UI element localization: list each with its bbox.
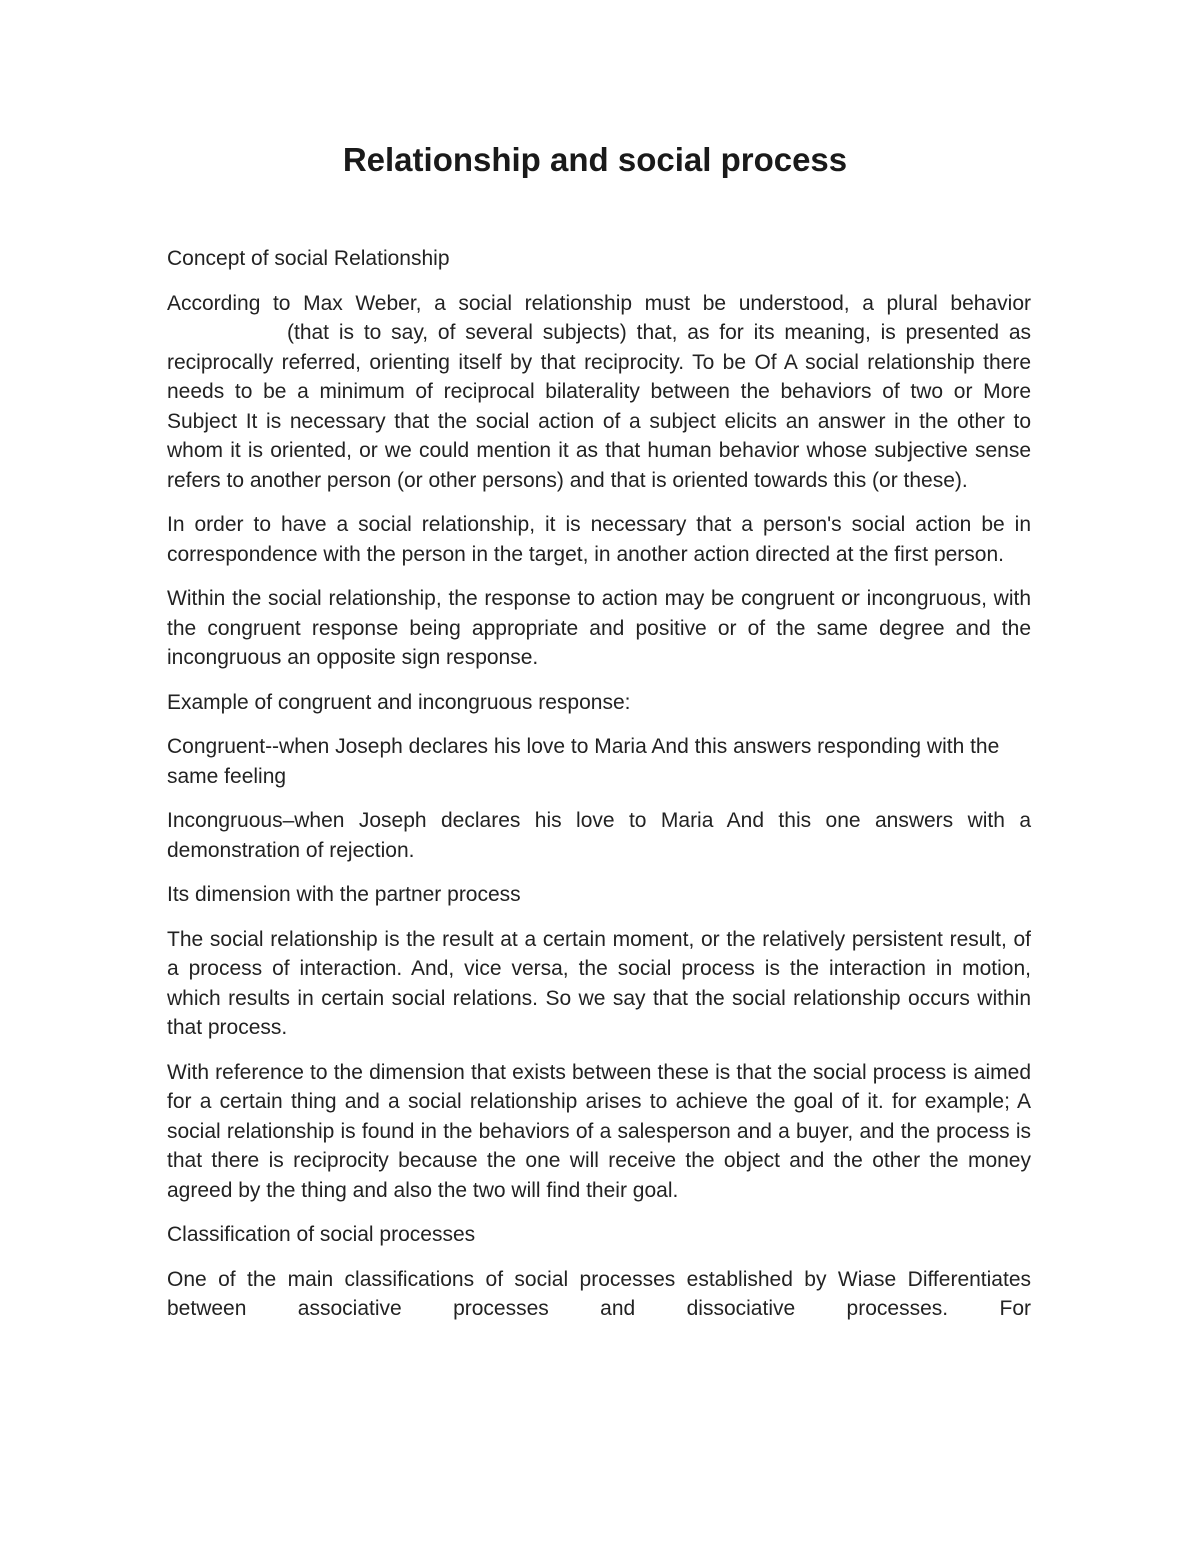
paragraph-correspondence: In order to have a social relationship, it is necessary that a person's social action be in correspondence with the person in the target, in another action directed at the first person. <box>167 513 1031 566</box>
section-heading-dimension: Its dimension with the partner process <box>167 883 521 906</box>
page-title: Relationship and social process <box>342 141 848 178</box>
paragraph-weber-start: According to Max Weber, a social relationship must be understood, a plural behavior <box>167 291 1031 315</box>
paragraph-congruent-example: Congruent--when Joseph declares his love to Maria And this answers responding with the same feeling <box>167 735 1000 788</box>
document-body <box>167 244 1031 1339</box>
section-heading-example: Example of congruent and incongruous response: <box>167 690 631 714</box>
paragraph-interaction: The social relationship is the result at a certain moment, or the relatively persistent result, of a process of interaction. And, vice versa, the social process is the interaction in motion, which results in certain social relations. So we say that the social relationship occurs within that process. <box>167 927 1031 1039</box>
paragraph-weber <box>167 289 1031 496</box>
section-heading-classification: Classification of social processes <box>167 1223 476 1246</box>
paragraph-classification: One of the main classifications of social processes established by Wiase Differentiates between associative processes and dissociative processes. For <box>167 1267 1031 1320</box>
section-heading-concept: Concept of social Relationship <box>167 247 450 270</box>
paragraph-weber-rest: (that is to say, of several subjects) that, as for its meaning, is presented as reciprocally referred, orienting itself by that reciprocity. To be Of A social relationship there needs to be a minimum of reciprocal bilaterality between the behaviors of two or More Subject It is necessary that the social action of a subject elicits an answer in the other to whom it is oriented, or we could mention it as that human behavior whose subjective sense refers to another person (or other persons) and that is oriented towards this (or these). <box>167 321 1031 492</box>
paragraph-congruence: Within the social relationship, the response to action may be congruent or incongruous, with the congruent response being appropriate and positive or of the same degree and the incongruous an opposite sign response. <box>167 587 1031 669</box>
paragraph-incongruous-example: Incongruous–when Joseph declares his love to Maria And this one answers with a demonstration of rejection. <box>167 809 1031 862</box>
paragraph-dimension: With reference to the dimension that exists between these is that the social process is aimed for a certain thing and a social relationship arises to achieve the goal of it. for example; A social relationship is found in the behaviors of a salesperson and a buyer, and the process is that there is reciprocity because the one will receive the object and the other the money agreed by the thing and also the two will find their goal. <box>167 1060 1031 1202</box>
